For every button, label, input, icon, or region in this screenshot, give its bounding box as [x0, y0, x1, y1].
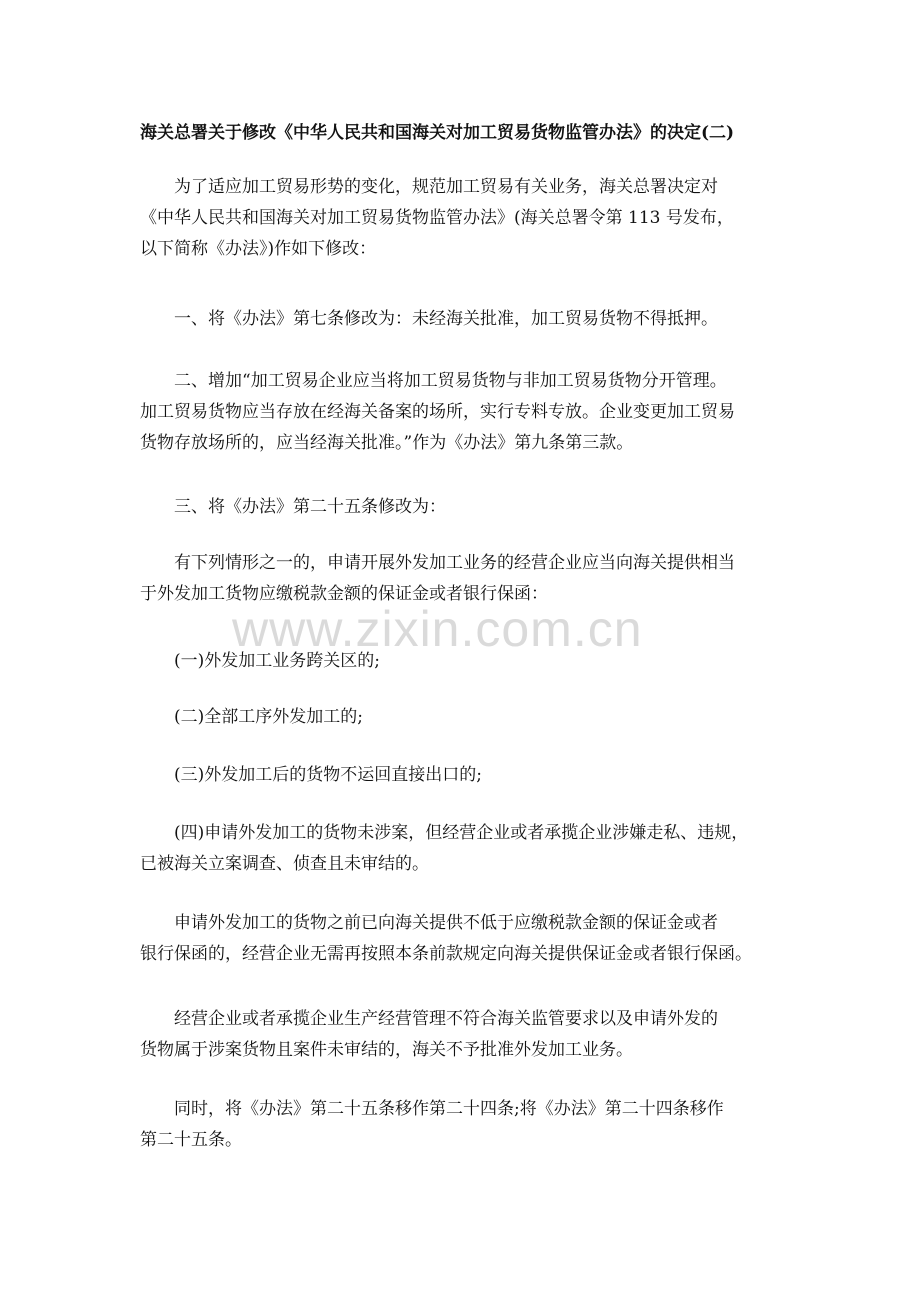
paragraph-line: (四)申请外发加工的货物未涉案，但经营企业或者承揽企业涉嫌走私、违规， [174, 823, 749, 843]
paragraph-line: 为了适应加工贸易形势的变化，规范加工贸易有关业务，海关总署决定对 [174, 177, 718, 197]
paragraph-line: 银行保函的，经营企业无需再按照本条前款规定向海关提供保证金或者银行保函。 [140, 944, 752, 964]
paragraph-line: 货物存放场所的，应当经海关批准。”作为《办法》第九条第三款。 [140, 433, 634, 453]
paragraph-item-2 [140, 366, 800, 459]
paragraph-line: 于外发加工货物应缴税款金额的保证金或者银行保函： [140, 584, 548, 604]
document-title: 海关总署关于修改《中华人民共和国海关对加工贸易货物监管办法》的决定(二) [140, 123, 735, 143]
paragraph-item-3 [140, 492, 800, 523]
paragraph-line: (三)外发加工后的货物不运回直接出口的; [174, 765, 482, 785]
list-item-2 [140, 702, 800, 733]
paragraph-line: 二、增加“加工贸易企业应当将加工贸易货物与非加工贸易货物分开管理。 [174, 371, 727, 391]
paragraph-line: (一)外发加工业务跨关区的; [174, 651, 380, 671]
paragraph-non-approval [140, 1004, 800, 1066]
watermark-text: www.zixin.com.cn [232, 601, 643, 657]
paragraph-line: 同时，将《办法》第二十五条移作第二十四条;将《办法》第二十四条移作 [174, 1099, 724, 1119]
paragraph-line: 经营企业或者承揽企业生产经营管理不符合海关监管要求以及申请外发的 [174, 1009, 718, 1029]
paragraph-line: (二)全部工序外发加工的; [174, 707, 363, 727]
paragraph-item-1 [140, 304, 800, 335]
paragraph-line: 第二十五条。 [140, 1130, 242, 1150]
paragraph-line: 申请外发加工的货物之前已向海关提供不低于应缴税款金额的保证金或者 [174, 913, 718, 933]
paragraph-line: 有下列情形之一的，申请开展外发加工业务的经营企业应当向海关提供相当 [174, 553, 735, 573]
paragraph-line: 一、将《办法》第七条修改为：未经海关批准，加工贸易货物不得抵押。 [174, 309, 718, 329]
paragraph-guarantee [140, 908, 800, 970]
paragraph-line: 货物属于涉案货物且案件未审结的，海关不予批准外发加工业务。 [140, 1040, 633, 1060]
paragraph-line: 三、将《办法》第二十五条修改为： [174, 497, 446, 517]
list-item-3 [140, 760, 800, 791]
paragraph-line: 已被海关立案调查、侦查且未审结的。 [140, 854, 429, 874]
paragraph-line: 《中华人民共和国海关对加工贸易货物监管办法》(海关总署令第 113 号发布， [140, 208, 734, 228]
paragraph-line: 加工贸易货物应当存放在经海关备案的场所，实行专料专放。企业变更加工贸易 [140, 402, 735, 422]
paragraph-renumbering [140, 1094, 800, 1156]
list-item-4 [140, 818, 800, 880]
paragraph-line: 以下简称《办法》)作如下修改： [140, 239, 377, 259]
paragraph-intro [140, 172, 800, 265]
